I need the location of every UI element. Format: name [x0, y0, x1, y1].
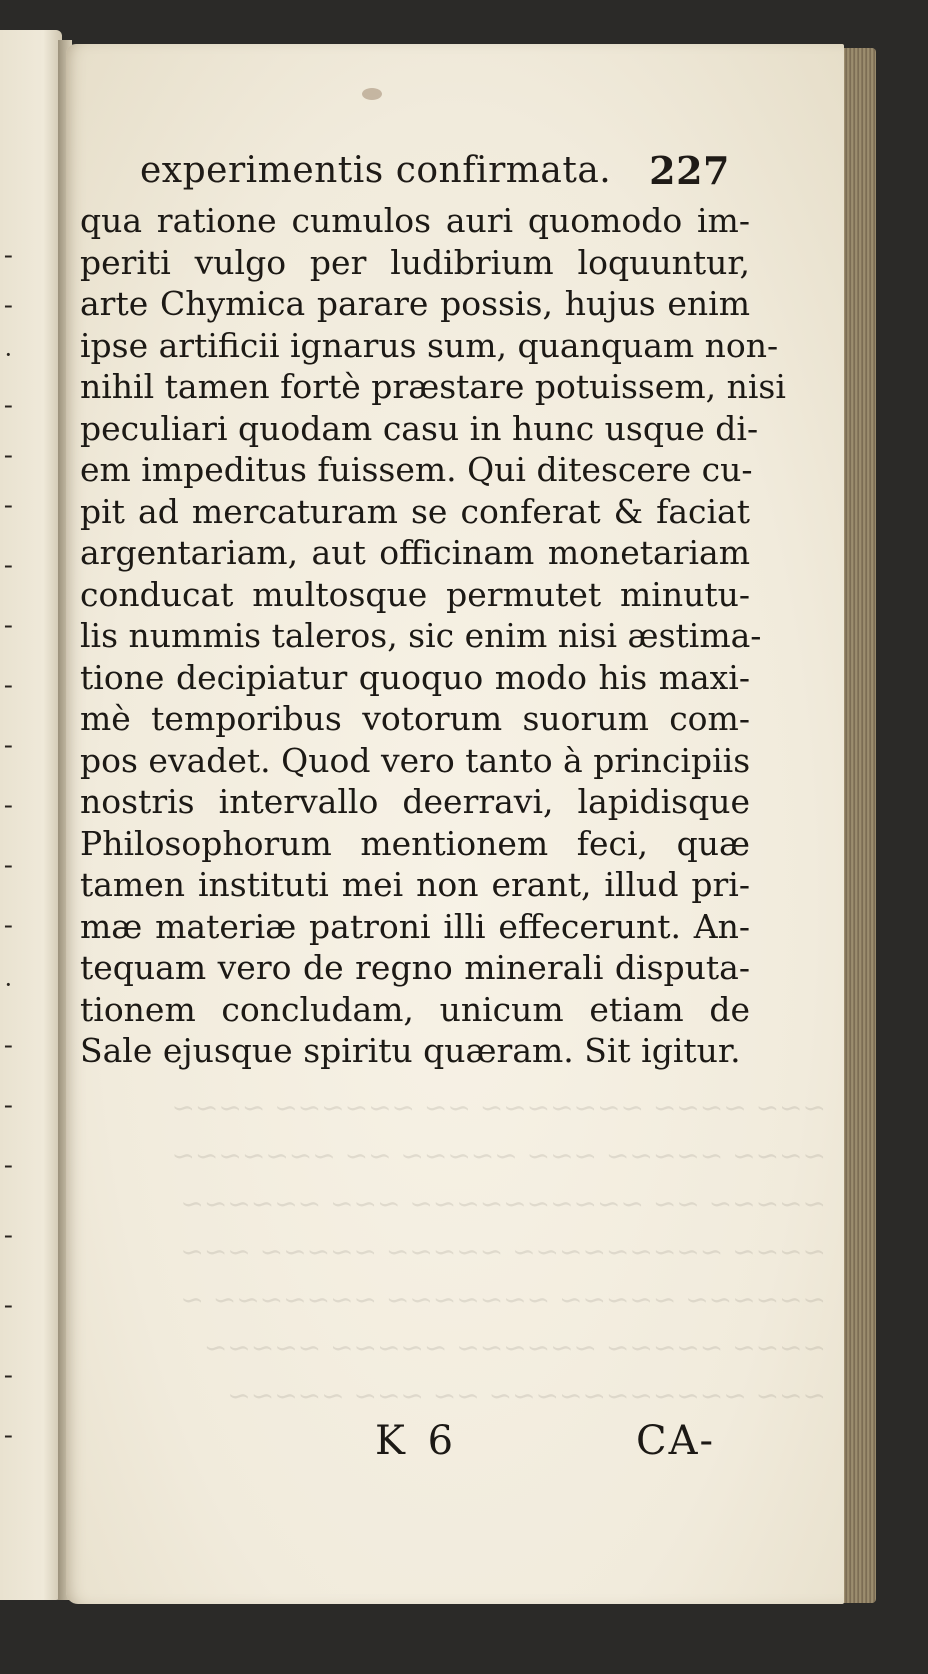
text-line: arte Chymica parare possis, hujus enim	[80, 284, 750, 323]
text-line: nostris intervallo deerravi, lapidisque	[80, 782, 750, 821]
text-line: peculiari quodam casu in hunc usque di-	[80, 408, 759, 448]
text-line: periti vulgo per ludibrium loquuntur,	[80, 242, 750, 282]
text-line: ipse artificii ignarus sum, quanquam non-	[80, 325, 779, 365]
text-line: nihil tamen fortè præstare potuissem, nisi	[80, 367, 786, 406]
text-line: mè temporibus votorum suorum com-	[80, 699, 750, 738]
foxing-spot	[362, 88, 382, 100]
signature-mark: K 6	[375, 1418, 454, 1464]
text-line: Philosophorum mentionem feci, quæ	[80, 823, 750, 863]
show-through-text: ~~~ ~~~~ ~~~~~~~ ~~ ~~~~~~ ~~~~ ~~~~ ~~~~~ ~~~ ~~~~~ ~~ ~~~~~~~ ~~~~~ ~~ ~~~~~~~~~~ ~~~ ~~~~~~ ~~~~ ~~~~~~~~~ ~~~~~ ~~~~~ ~~~ ~~~~~~ ~~~~~ ~~~~~~~ ~~~~~~~ ~ ~~~~ ~~~~~ ~~~~~~ ~~~~~ ~~~~~ ~~~ ~~~~~~~~~~~ ~~ ~~~ ~~~~~	[171, 1091, 826, 1412]
text-line: Sale ejusque spiritu quæram. Sit igitur.	[80, 1031, 741, 1070]
page-number: 227	[649, 148, 730, 193]
text-line: qua ratione cumulos auri quomodo im-	[80, 201, 750, 240]
running-head	[140, 150, 730, 191]
facing-page-marks: - - · - - - - - - - - - - · - - - - - - -	[4, 240, 13, 1449]
text-line: pos evadet. Quod vero tanto à principiis	[80, 740, 751, 780]
text-line: tione decipiatur quoquo modo his maxi-	[80, 657, 750, 697]
catchword: CA-	[636, 1418, 716, 1464]
text-line: em impeditus fuissem. Qui ditescere cu-	[80, 450, 753, 489]
body-text	[80, 200, 786, 1072]
text-line: tionem concludam, unicum etiam de	[80, 989, 750, 1029]
running-head-title: experimentis confirmata.	[140, 150, 612, 191]
text-line: lis nummis taleros, sic enim nisi æstima-	[80, 616, 762, 655]
text-line: argentariam, aut officinam monetariam	[80, 533, 750, 572]
text-line: tequam vero de regno minerali disputa-	[80, 948, 750, 987]
text-line: mæ materiæ patroni illi effecerunt. An-	[80, 906, 750, 946]
text-line: tamen instituti mei non erant, illud pri-	[80, 865, 750, 904]
text-line: pit ad mercaturam se conferat & faciat	[80, 491, 750, 531]
text-line: conducat multosque permutet minutu-	[80, 574, 750, 614]
facing-page-edge	[0, 30, 62, 1600]
